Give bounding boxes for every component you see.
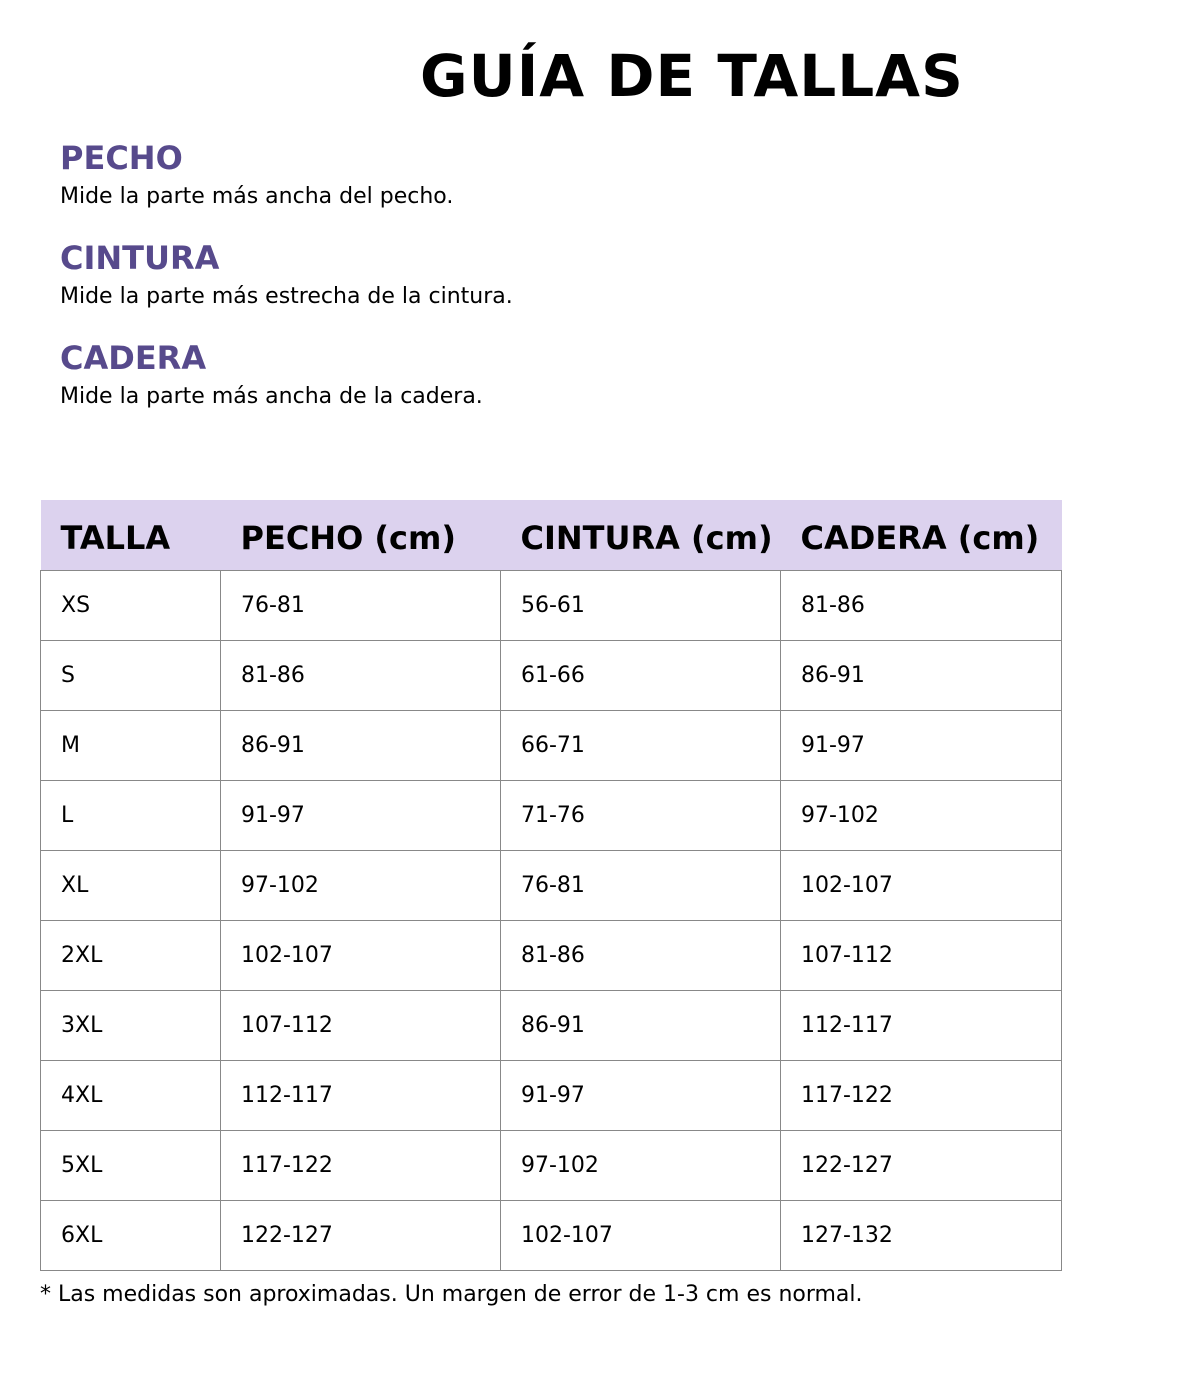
measurement-section-cadera <box>60 340 483 412</box>
cell-pecho: 102-107 <box>221 920 501 990</box>
cell-talla: XS <box>41 570 221 640</box>
measurement-section-cintura <box>60 240 513 312</box>
table-row <box>41 990 1062 1060</box>
table-row <box>41 570 1062 640</box>
cell-talla: 5XL <box>41 1130 221 1200</box>
cell-cintura: 71-76 <box>501 780 781 850</box>
cell-cadera: 107-112 <box>781 920 1062 990</box>
section-heading: CADERA <box>60 339 207 377</box>
cell-talla: XL <box>41 850 221 920</box>
table-row <box>41 1060 1062 1130</box>
table-row <box>41 710 1062 780</box>
section-heading: PECHO <box>60 139 183 177</box>
cell-talla: S <box>41 640 221 710</box>
cell-talla: 2XL <box>41 920 221 990</box>
cell-pecho: 81-86 <box>221 640 501 710</box>
table-row <box>41 920 1062 990</box>
cell-cintura: 86-91 <box>501 990 781 1060</box>
cell-cintura: 56-61 <box>501 570 781 640</box>
cell-cadera: 127-132 <box>781 1200 1062 1270</box>
cell-cadera: 102-107 <box>781 850 1062 920</box>
cell-cintura: 97-102 <box>501 1130 781 1200</box>
section-description: Mide la parte más ancha de la cadera. <box>60 384 483 409</box>
cell-cintura: 76-81 <box>501 850 781 920</box>
cell-cadera: 117-122 <box>781 1060 1062 1130</box>
table-body <box>41 570 1062 1270</box>
table-row <box>41 1200 1062 1270</box>
header-pecho: PECHO (cm) <box>240 518 456 557</box>
cell-cadera: 112-117 <box>781 990 1062 1060</box>
section-description: Mide la parte más ancha del pecho. <box>60 184 454 209</box>
cell-cadera: 81-86 <box>781 570 1062 640</box>
table-row <box>41 640 1062 710</box>
cell-cintura: 61-66 <box>501 640 781 710</box>
cell-pecho: 76-81 <box>221 570 501 640</box>
cell-talla: M <box>41 710 221 780</box>
table-row <box>41 1130 1062 1200</box>
cell-cintura: 66-71 <box>501 710 781 780</box>
measurement-section-pecho <box>60 140 453 212</box>
cell-talla: L <box>41 780 221 850</box>
table-header-row <box>41 500 1062 570</box>
cell-cadera: 91-97 <box>781 710 1062 780</box>
cell-talla: 4XL <box>41 1060 221 1130</box>
cell-pecho: 112-117 <box>221 1060 501 1130</box>
cell-pecho: 86-91 <box>221 710 501 780</box>
cell-cadera: 122-127 <box>781 1130 1062 1200</box>
footnote: * Las medidas son aproximadas. Un margen de error de 1-3 cm es normal. <box>40 1282 863 1307</box>
cell-pecho: 117-122 <box>221 1130 501 1200</box>
cell-pecho: 97-102 <box>221 850 501 920</box>
header-cadera: CADERA (cm) <box>800 518 1040 557</box>
table-row <box>41 780 1062 850</box>
header-talla: TALLA <box>60 518 171 557</box>
cell-cintura: 81-86 <box>501 920 781 990</box>
size-table <box>40 500 1062 1271</box>
header-cintura: CINTURA (cm) <box>520 518 773 557</box>
cell-cadera: 86-91 <box>781 640 1062 710</box>
cell-pecho: 107-112 <box>221 990 501 1060</box>
cell-cintura: 102-107 <box>501 1200 781 1270</box>
cell-pecho: 91-97 <box>221 780 501 850</box>
section-description: Mide la parte más estrecha de la cintura. <box>60 284 513 309</box>
cell-cadera: 97-102 <box>781 780 1062 850</box>
page-title: GUÍA DE TALLAS <box>420 42 964 110</box>
cell-talla: 3XL <box>41 990 221 1060</box>
cell-pecho: 122-127 <box>221 1200 501 1270</box>
cell-cintura: 91-97 <box>501 1060 781 1130</box>
table-row <box>41 850 1062 920</box>
cell-talla: 6XL <box>41 1200 221 1270</box>
section-heading: CINTURA <box>60 239 220 277</box>
